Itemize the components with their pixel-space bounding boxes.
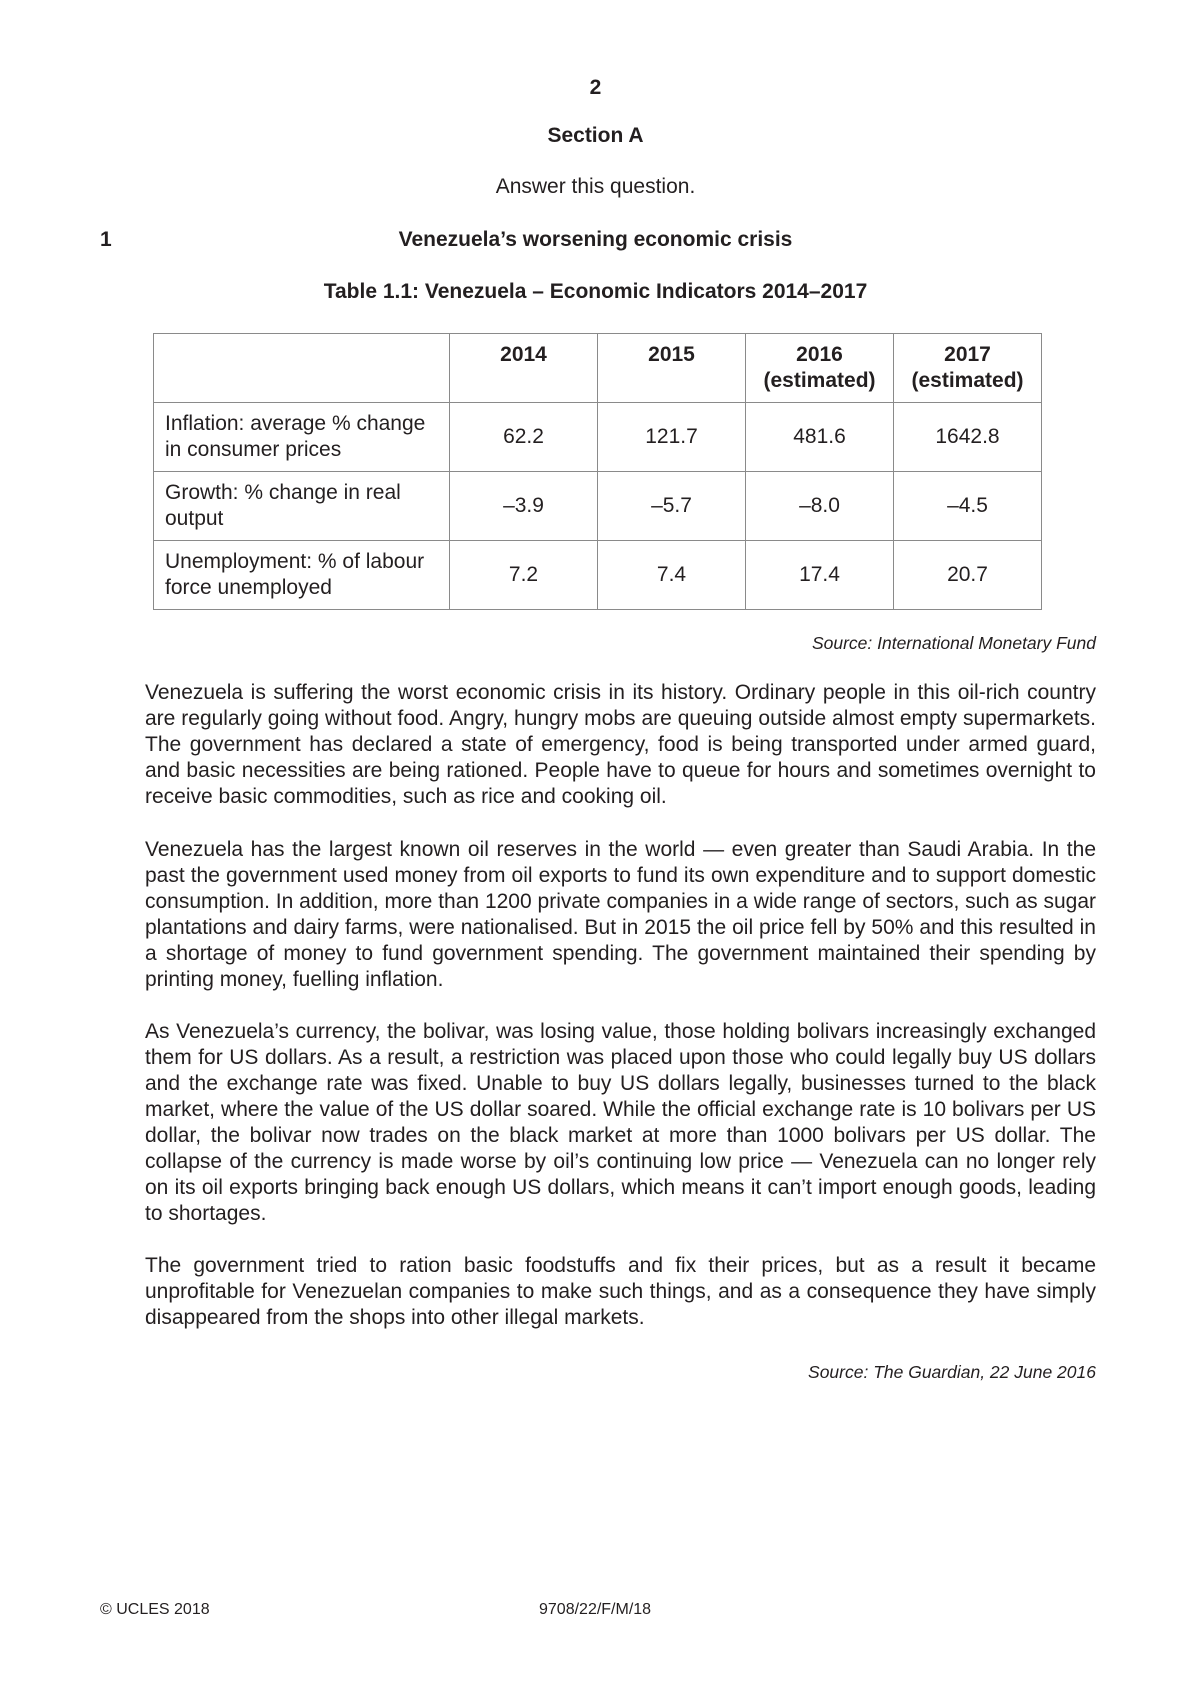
table-cell: 17.4 xyxy=(746,541,894,610)
table-cell: 7.2 xyxy=(450,541,598,610)
row-label-inflation: Inflation: average % change in consumer prices xyxy=(154,403,450,472)
table-cell: 20.7 xyxy=(894,541,1042,610)
article-paragraph: The government tried to ration basic foodstuffs and fix their prices, but as a result it became unprofitable for Venezuelan companies to make such things, and as a consequence they have simply disappeared from the shops into other illegal markets. xyxy=(145,1254,1096,1329)
footer-copyright: © UCLES 2018 xyxy=(100,1601,210,1618)
article-source: Source: The Guardian, 22 June 2016 xyxy=(808,1362,1096,1382)
table-cell: –4.5 xyxy=(894,472,1042,541)
footer-paper-code: 9708/22/F/M/18 xyxy=(539,1601,652,1618)
table-cell: 7.4 xyxy=(598,541,746,610)
article-paragraph: Venezuela is suffering the worst economic crisis in its history. Ordinary people in this oil-rich country are regularly going without food. Angry, hungry mobs are queuing outside almost empty supermarkets. The government has declared a state of emergency, food is being transported under armed guard, and basic necessities are being rationed. People have to queue for hours and sometimes overnight to receive basic commodities, such as rice and cooking oil. xyxy=(145,681,1096,808)
table-cell: 481.6 xyxy=(746,403,894,472)
table-header-2015: 2015 xyxy=(598,334,746,403)
table-row xyxy=(154,541,1042,610)
table-caption: Table 1.1: Venezuela – Economic Indicators 2014–2017 xyxy=(323,280,868,303)
instruction-text: Answer this question. xyxy=(495,175,696,198)
table-row xyxy=(154,472,1042,541)
article-paragraph: As Venezuela’s currency, the bolivar, was losing value, those holding bolivars increasingly exchanged them for US dollars. As a result, a restriction was placed upon those who could legally buy US dollars and the exchange rate was fixed. Unable to buy US dollars legally, businesses turned to the black market, where the value of the US dollar soared. While the official exchange rate is 10 bolivars per US dollar, the bolivar now trades on the black market at more than 1000 bolivars per US dollar. The collapse of the currency is made worse by oil’s continuing low price — Venezuela can no longer rely on its oil exports bringing back enough US dollars, which means it can’t import enough goods, leading to shortages. xyxy=(145,1020,1096,1225)
table-cell: –5.7 xyxy=(598,472,746,541)
page-number: 2 xyxy=(589,76,602,99)
question-title: Venezuela’s worsening economic crisis xyxy=(398,228,793,251)
section-title: Section A xyxy=(547,124,644,147)
table-header-row xyxy=(154,334,1042,403)
row-label-unemployment: Unemployment: % of labour force unemployed xyxy=(154,541,450,610)
table-header-2016: 2016 (estimated) xyxy=(746,334,894,403)
table-source: Source: International Monetary Fund xyxy=(811,633,1096,653)
table-cell: 62.2 xyxy=(450,403,598,472)
economic-indicators-table xyxy=(153,333,1042,610)
row-label-growth: Growth: % change in real output xyxy=(154,472,450,541)
table-cell: 121.7 xyxy=(598,403,746,472)
table-cell: –3.9 xyxy=(450,472,598,541)
table-cell: 1642.8 xyxy=(894,403,1042,472)
table-header-2014: 2014 xyxy=(450,334,598,403)
article-paragraph: Venezuela has the largest known oil reserves in the world — even greater than Saudi Arabia. In the past the government used money from oil exports to fund its own expenditure and to support domestic consumption. In addition, more than 1200 private companies in a wide range of sectors, such as sugar plantations and dairy farms, were nationalised. But in 2015 the oil price fell by 50% and this resulted in a shortage of money to fund government spending. The government maintained their spending by printing money, fuelling inflation. xyxy=(145,838,1096,991)
question-number: 1 xyxy=(100,228,112,251)
table-header-2017: 2017 (estimated) xyxy=(894,334,1042,403)
table-header-empty xyxy=(154,334,450,403)
table-row xyxy=(154,403,1042,472)
table-cell: –8.0 xyxy=(746,472,894,541)
